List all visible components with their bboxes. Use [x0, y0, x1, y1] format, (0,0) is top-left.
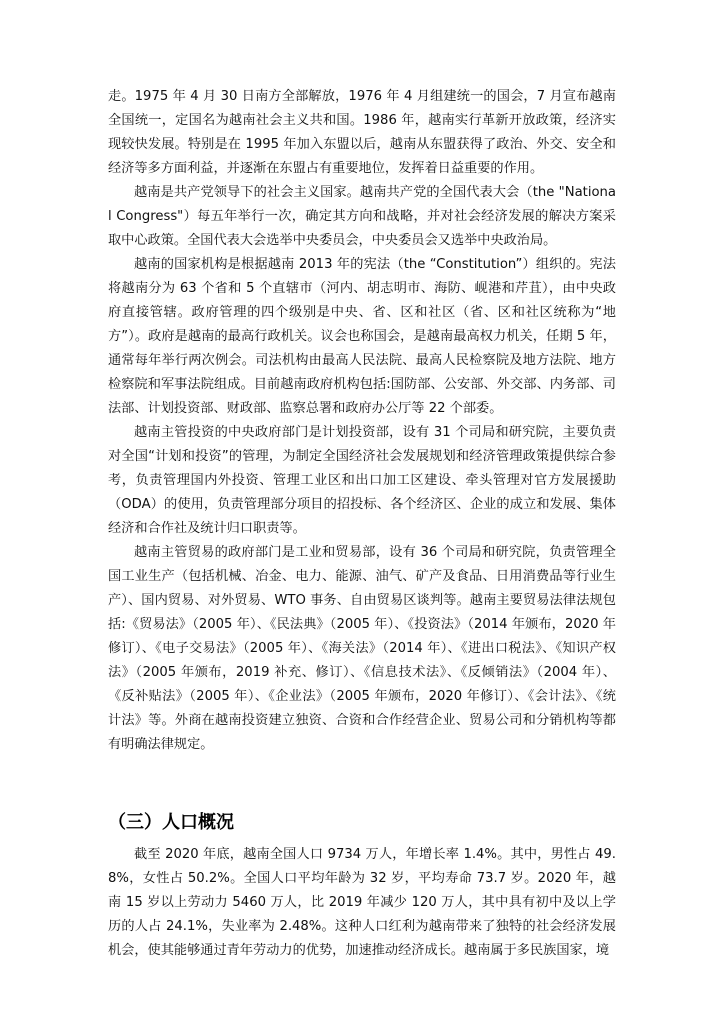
paragraph-trade-ministry: 越南主管贸易的政府部门是工业和贸易部，设有 36 个司局和研究院，负责管理全国工业生产（包括机械、冶金、电力、能源、油气、矿产及食品、日用消费品等行业生产）、国内贸易、对外贸易、WTO 事务、自由贸易区谈判等。越南主要贸易法律法规包括:《贸易法》（2005 年）、《民法典》（2005 年）、《投资法》（2014 年颁布，2020 年修订）、《电子交易法》（2005 年）、《海关法》（2014 年）、《进出口税法》、《知识产权法》（2005 年颁布，2019 补充、修订）、《信息技术法》、《反倾销法》（2004 年）、《反补贴法》（2005 年）、《企业法》（2005 年颁布，2020 年修订）、《会计法》、《统计法》等。外商在越南投资建立独资、合资和合作经营企业、贸易公司和分销机构等都有明确法律规定。	[108, 545, 616, 752]
section-heading-population: （三）人口概况	[108, 812, 234, 833]
paragraph-state-structure: 越南的国家机构是根据越南 2013 年的宪法（the “Constitution”）组织的。宪法将越南分为 63 个省和 5 个直辖市（河内、胡志明市、海防、岘港和芹苴），由中央政府直接管辖。政府管理的四个级别是中央、省、区和社区（省、区和社区统称为“地方”）。政府是越南的最高行政机关。议会也称国会，是越南最高权力机关，任期 5 年，通常每年举行两次例会。司法机构由最高人民法院、最高人民检察院及地方法院、地方检察院和军事法院组成。目前越南政府机构包括:国防部、公安部、外交部、内务部、司法部、计划投资部、财政部、监察总署和政府办公厅等 22 个部委。	[108, 257, 616, 416]
paragraph-communist-party: 越南是共产党领导下的社会主义国家。越南共产党的全国代表大会（the "National Congress"）每五年举行一次，确定其方向和战略，并对社会经济发展的解决方案采取中心政策。全国代表大会选举中央委员会，中央委员会又选举中央政治局。	[108, 185, 616, 248]
paragraph-population: 截至 2020 年底，越南全国人口 9734 万人，年增长率 1.4%。其中，男性占 49.8%，女性占 50.2%。全国人口平均年龄为 32 岁，平均寿命 73.7 岁。2020 年，越南 15 岁以上劳动力 5460 万人，比 2019 年减少 120 万人，其中具有初中及以上学历的人占 24.1%，失业率为 2.48%。这种人口红利为越南带来了独特的社会经济发展机会，使其能够通过青年劳动力的优势，加速推动经济成长。越南属于多民族国家，境	[108, 847, 616, 958]
paragraph-history-continued: 走。1975 年 4 月 30 日南方全部解放，1976 年 4 月组建统一的国会，7 月宣布越南全国统一，定国名为越南社会主义共和国。1986 年，越南实行革新开放政策，经济实现较快发展。特别是在 1995 年加入东盟以后，越南从东盟获得了政治、外交、安全和经济等多方面利益，并逐渐在东盟占有重要地位，发挥着日益重要的作用。	[108, 89, 616, 176]
paragraph-investment-ministry: 越南主管投资的中央政府部门是计划投资部，设有 31 个司局和研究院，主要负责对全国“计划和投资”的管理，为制定全国经济社会发展规划和经济管理政策提供综合参考，负责管理国内外投资、管理工业区和出口加工区建设、牵头管理对官方发展援助（ODA）的使用，负责管理部分项目的招投标、各个经济区、企业的成立和发展、集体经济和合作社及统计归口职责等。	[108, 425, 616, 536]
page-content	[108, 85, 616, 963]
